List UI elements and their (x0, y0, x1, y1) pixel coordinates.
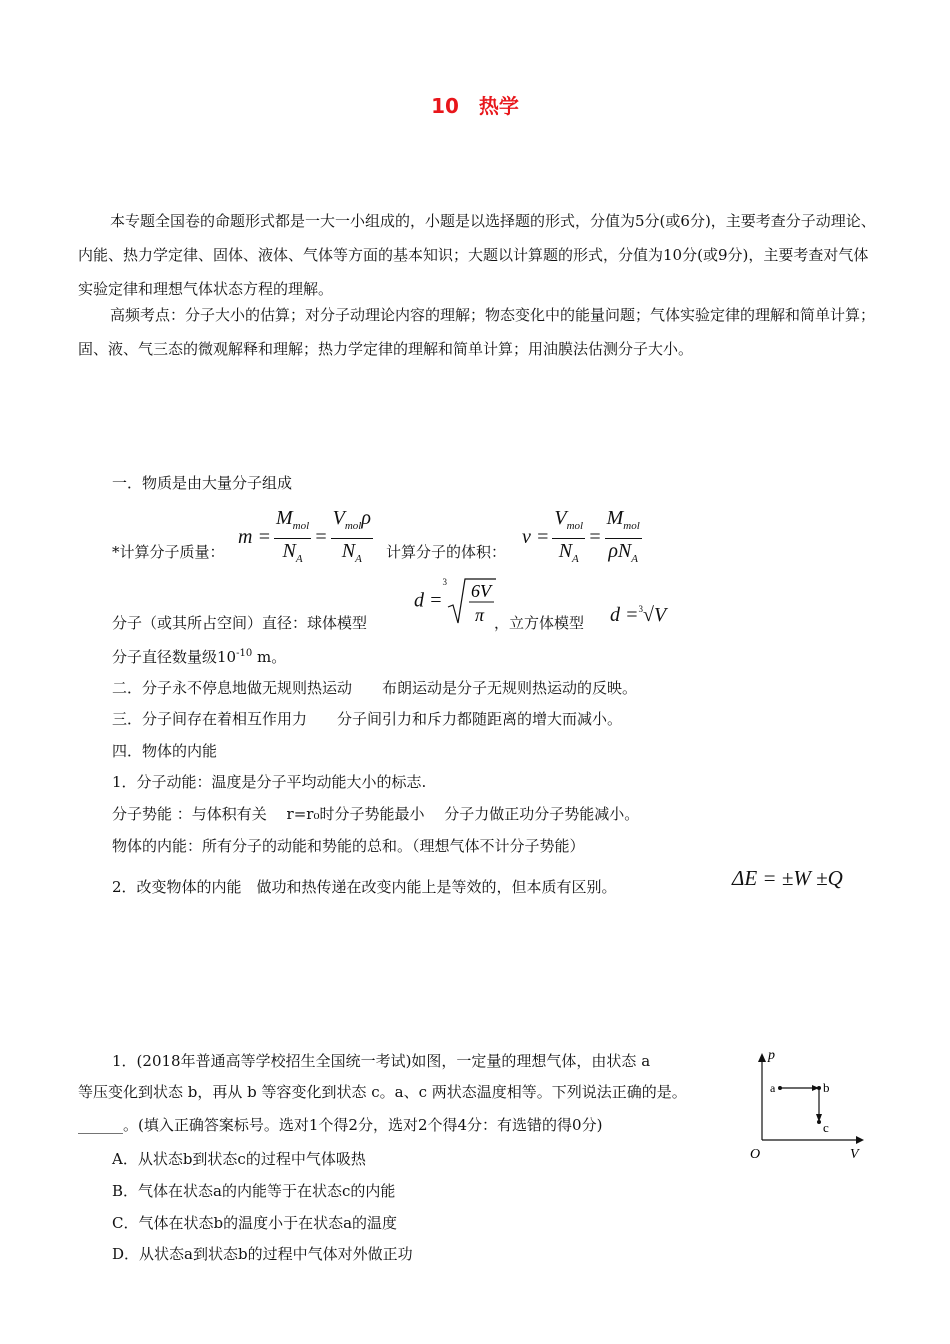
kinetic-energy-line: 1．分子动能：温度是分子平均动能大小的标志. (112, 773, 427, 791)
section-heading-4: 四．物体的内能 (112, 742, 218, 760)
option-a[interactable]: A．从状态b到状态c的过程中气体吸热 (112, 1150, 366, 1168)
question-line-2: 等压变化到状态 b，再从 b 等容变化到状态 c。a、c 两状态温度相等。下列说法正确的是。 (78, 1083, 687, 1101)
magnitude-line: 分子直径数量级$10^{-10}$ m。 (112, 648, 287, 666)
p-label: p (768, 1048, 775, 1063)
point-c (817, 1120, 821, 1124)
point-b (817, 1086, 821, 1090)
section-heading-3: 三．分子间存在着相互作用力 分子间引力和斥力都随距离的增大而减小。 (112, 710, 623, 728)
a-label: a (770, 1081, 776, 1095)
option-d[interactable]: D．从状态a到状态b的过程中气体对外做正功 (112, 1245, 413, 1263)
potential-energy-line: 分子势能 ：与体积有关 r=r₀时分子势能最小 分子力做正功分子势能减小。 (112, 805, 640, 823)
origin-label: O (750, 1147, 761, 1162)
cube-formula: d =$^3$√V (610, 604, 667, 626)
radical-sign-icon (447, 577, 497, 627)
section-heading-2: 二．分子永不停息地做无规则热运动 布朗运动是分子无规则热运动的反映。 (112, 679, 638, 697)
page-title: 10 热学 (431, 94, 519, 118)
v-axis-arrow-icon (856, 1136, 864, 1144)
energy-equation: ΔE = ±W ±Q (732, 866, 843, 890)
svg-text:π: π (475, 605, 485, 625)
b-label: b (823, 1080, 830, 1095)
internal-energy-line: 物体的内能：所有分子的动能和势能的总和。（理想气体不计分子势能） (112, 837, 585, 855)
intro-paragraph: 本专题全国卷的命题形式都是一大一小组成的，小题是以选择题的形式，分值为5分(或6分)，主要考查分子动理论、内能、热力学定律、固体、液体、气体等方面的基本知识；大题以计算题的形式，分值为10分(或9分)，主要考查对气体实验定律和理想气体状态方程的理解。 (78, 212, 876, 298)
v-label: V (850, 1147, 859, 1162)
point-a (778, 1086, 782, 1090)
cube-label: ，立方体模型 (494, 614, 585, 632)
volume-label: 计算分子的体积： (386, 543, 507, 561)
diameter-label: 分子（或其所占空间）直径：球体模型 (112, 614, 368, 632)
option-c[interactable]: C．气体在状态b的温度小于在状态a的温度 (112, 1214, 398, 1232)
mass-formula: m = $\frac{M_{mol}}{N_A}$ = $\frac{V_{mol}\rho}{N_A}$ (238, 507, 371, 565)
pv-diagram (746, 1048, 870, 1164)
option-b[interactable]: B．气体在状态a的内能等于在状态c的内能 (112, 1182, 396, 1200)
p-axis-arrow-icon (758, 1053, 766, 1062)
change-energy-line: 2．改变物体的内能 做功和热传递在改变内能上是等效的，但本质有区别。 (112, 878, 617, 896)
c-label: c (823, 1120, 829, 1135)
mass-label: *计算分子质量： (112, 543, 225, 561)
volume-formula: v = $\frac{V_{mol}}{N_A}$ = $\frac{M_{mol}}{\rho N_A}$ (522, 507, 640, 565)
high-frequency-paragraph: 高频考点：分子大小的估算；对分子动理论内容的理解；物态变化中的能量问题；气体实验定律的理解和简单计算；固、液、气三态的微观解释和理解；热力学定律的理解和简单计算；用油膜法估测分子大小。 (78, 306, 876, 358)
svg-text:6V: 6V (471, 581, 491, 601)
section-heading-1: 一．物质是由大量分子组成 (112, 474, 293, 492)
question-line-1: 1．(2018年普通高等学校招生全国统一考试)如图，一定量的理想气体，由状态 a (112, 1052, 651, 1070)
sphere-formula: d =$^3$ 6V π (414, 577, 497, 627)
question-line-3: ______。(填入正确答案标号。选对1个得2分，选对2个得4分：有选错的得0分) (78, 1116, 603, 1134)
